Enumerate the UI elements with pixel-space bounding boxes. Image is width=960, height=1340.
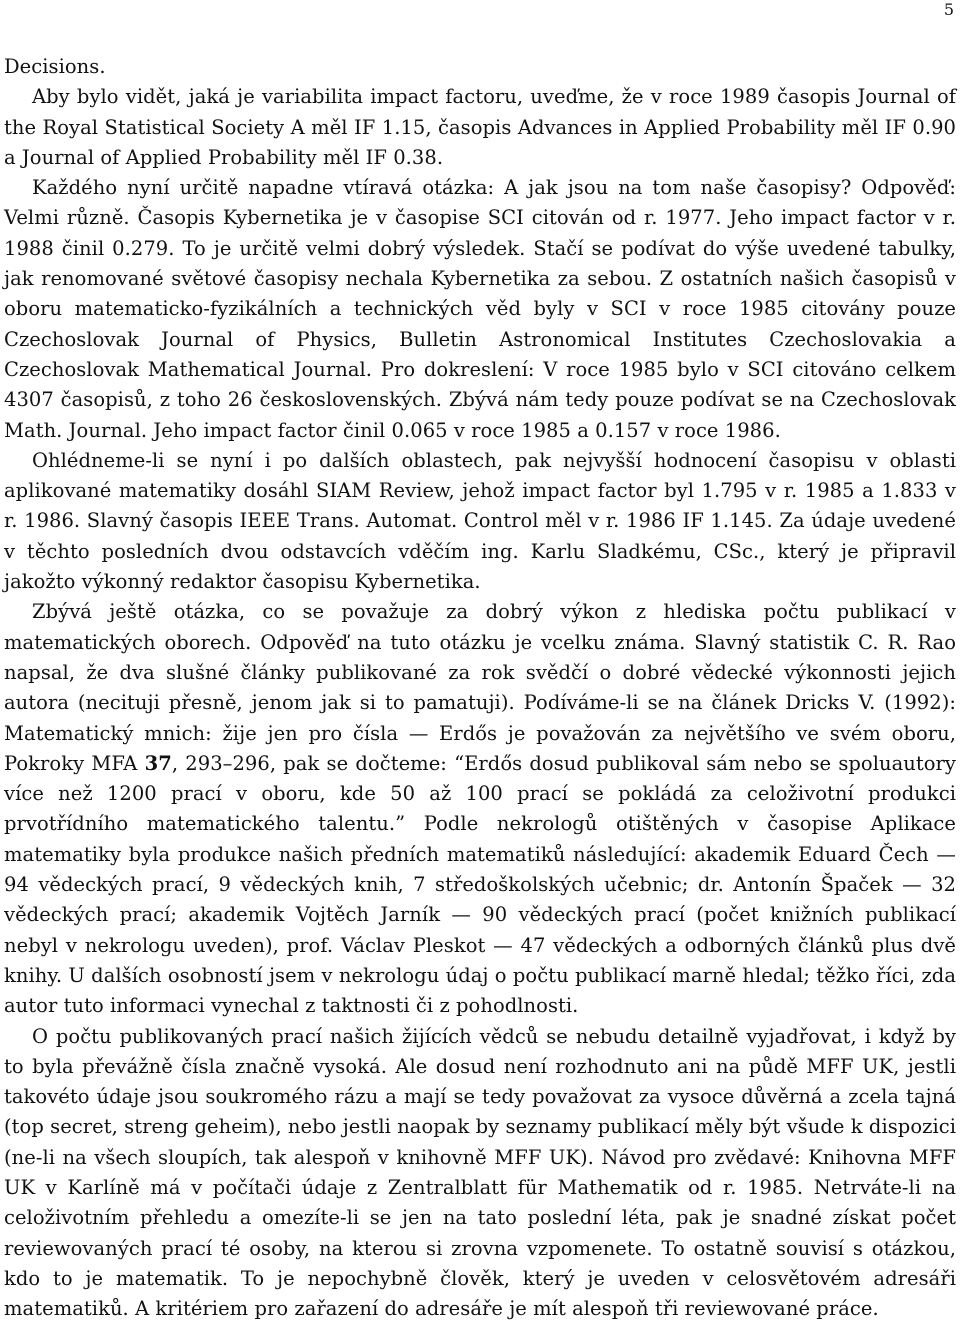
- paragraph-segment: Zbývá ještě otázka, co se považuje za dobrý výkon z hlediska počtu publikací v matematických oborech. Odpověď na tuto otázku je vcelku známa. Slavný statistik C. R. Rao napsal, že dva slušné články publikované za rok svědčí o dobré vědecké výkonnosti jejich autora (necituji přesně, jenom jak si to pamatuji). Podíváme-li se na článek Dricks V. (1992): Matematický mnich: žije jen pro čísla — Erdős je považován za největšího ve svém oboru, Pokroky MFA: [4, 600, 956, 775]
- volume-number: 37: [144, 751, 172, 775]
- paragraph-impact-factor-variability: Aby bylo vidět, jaká je variabilita impact factoru, uveďme, že v roce 1989 časopis Journal of the Royal Statistical Society A měl IF 1.15, časopis Advances in Applied Probability měl IF 0.90 a Journal of Applied Probability měl IF 0.38.: [4, 85, 956, 169]
- paragraph-our-journals: Každého nyní určitě napadne vtíravá otázka: A jak jsou na tom naše časopisy? Odpověď: Velmi různě. Časopis Kybernetika je v časopise SCI citován od r. 1977. Jeho impact factor v r. 1988 činil 0.279. To je určitě velmi dobrý výsledek. Stačí se podívat do výše uvedené tabulky, jak renomované světové časopisy nechala Kybernetika za sebou. Z ostatních našich časopisů v oboru matematicko-fyzikálních a technických věd byly v SCI v roce 1985 citovány pouze Czechoslovak Journal of Physics, Bulletin Astronomical Institutes Czechoslovakia a Czechoslovak Mathematical Journal. Pro dokreslení: V roce 1985 bylo v SCI citováno celkem 4307 časopisů, z toho 26 československých. Zbývá nám tedy pouze podívat se na Czechoslovak Math. Journal. Jeho impact factor činil 0.065 v roce 1985 a 0.157 v roce 1986.: [4, 176, 956, 442]
- paragraph-segment: , 293–296, pak se dočteme: “Erdős dosud publikoval sám nebo se spoluautory více než 1200 prací v oboru, kde 50 až 100 prací se pokládá za celoživotní produkci prvotřídního matematického talentu.” Podle nekrologů otištěných v časopise Aplikace matematiky byla produkce našich předních matematiků následující: akademik Eduard Čech — 94 vědeckých prací, 9 vědeckých knih, 7 středoškolských učebnic; dr. Antonín Špaček — 32 vědeckých prací; akademik Vojtěch Jarník — 90 vědeckých prací (počet knižních publikací nebyl v nekrologu uveden), prof. Václav Pleskot — 47 vědeckých a odborných článků plus dvě knihy. U dalších osobností jsem v nekrologu údaj o počtu publikací marně hledal; těžko říci, zda autor tuto informaci vynechal z taktnosti či z pohodlnosti.: [4, 751, 956, 1018]
- document-page: [4, 0, 956, 1340]
- paragraph-publication-counts: [4, 597, 956, 1021]
- body-text: [4, 52, 956, 1324]
- paragraph-applied-math: Ohlédneme-li se nyní i po dalších oblastech, pak nejvyšší hodnocení časopisu v oblasti aplikované matematiky dosáhl SIAM Review, jehož impact factor byl 1.795 v r. 1985 a 1.833 v r. 1986. Slavný časopis IEEE Trans. Automat. Control měl v r. 1986 IF 1.145. Za údaje uvedené v těchto posledních dvou odstavcích vděčím ing. Karlu Sladkému, CSc., který je připravil jakožto výkonný redaktor časopisu Kybernetika.: [4, 448, 956, 594]
- paragraph-decisions: Decisions.: [4, 55, 106, 78]
- paragraph-living-scientists: O počtu publikovaných prací našich žijících vědců se nebudu detailně vyjadřovat, i když by to byla převážně čísla značně vysoká. Ale dosud není rozhodnuto ani na půdě MFF UK, jestli takovéto údaje jsou soukromého rázu a mají se tedy považovat za vysoce důvěrná a zcela tajná (top secret, streng geheim), nebo jestli naopak by seznamy publikací měly být všude k dispozici (ne-li na všech sloupích, tak alespoň v knihovně MFF UK). Návod pro zvědavé: Knihovna MFF UK v Karlíně má v počítači údaje z Zentralblatt für Mathematik od r. 1985. Netrváte-li na celoživotním přehledu a omezíte-li se jen na tato poslední léta, pak je snadné získat počet reviewovaných prací té osoby, na kterou si zrovna vzpomenete. To ostatně souvisí s otázkou, kdo to je matematik. To je nepochybně člověk, který je uveden v celosvětovém adresáři matematiků. A kritériem pro zařazení do adresáře je mít alespoň tři reviewované práce.: [4, 1024, 956, 1321]
- page-number: 5: [943, 0, 954, 19]
